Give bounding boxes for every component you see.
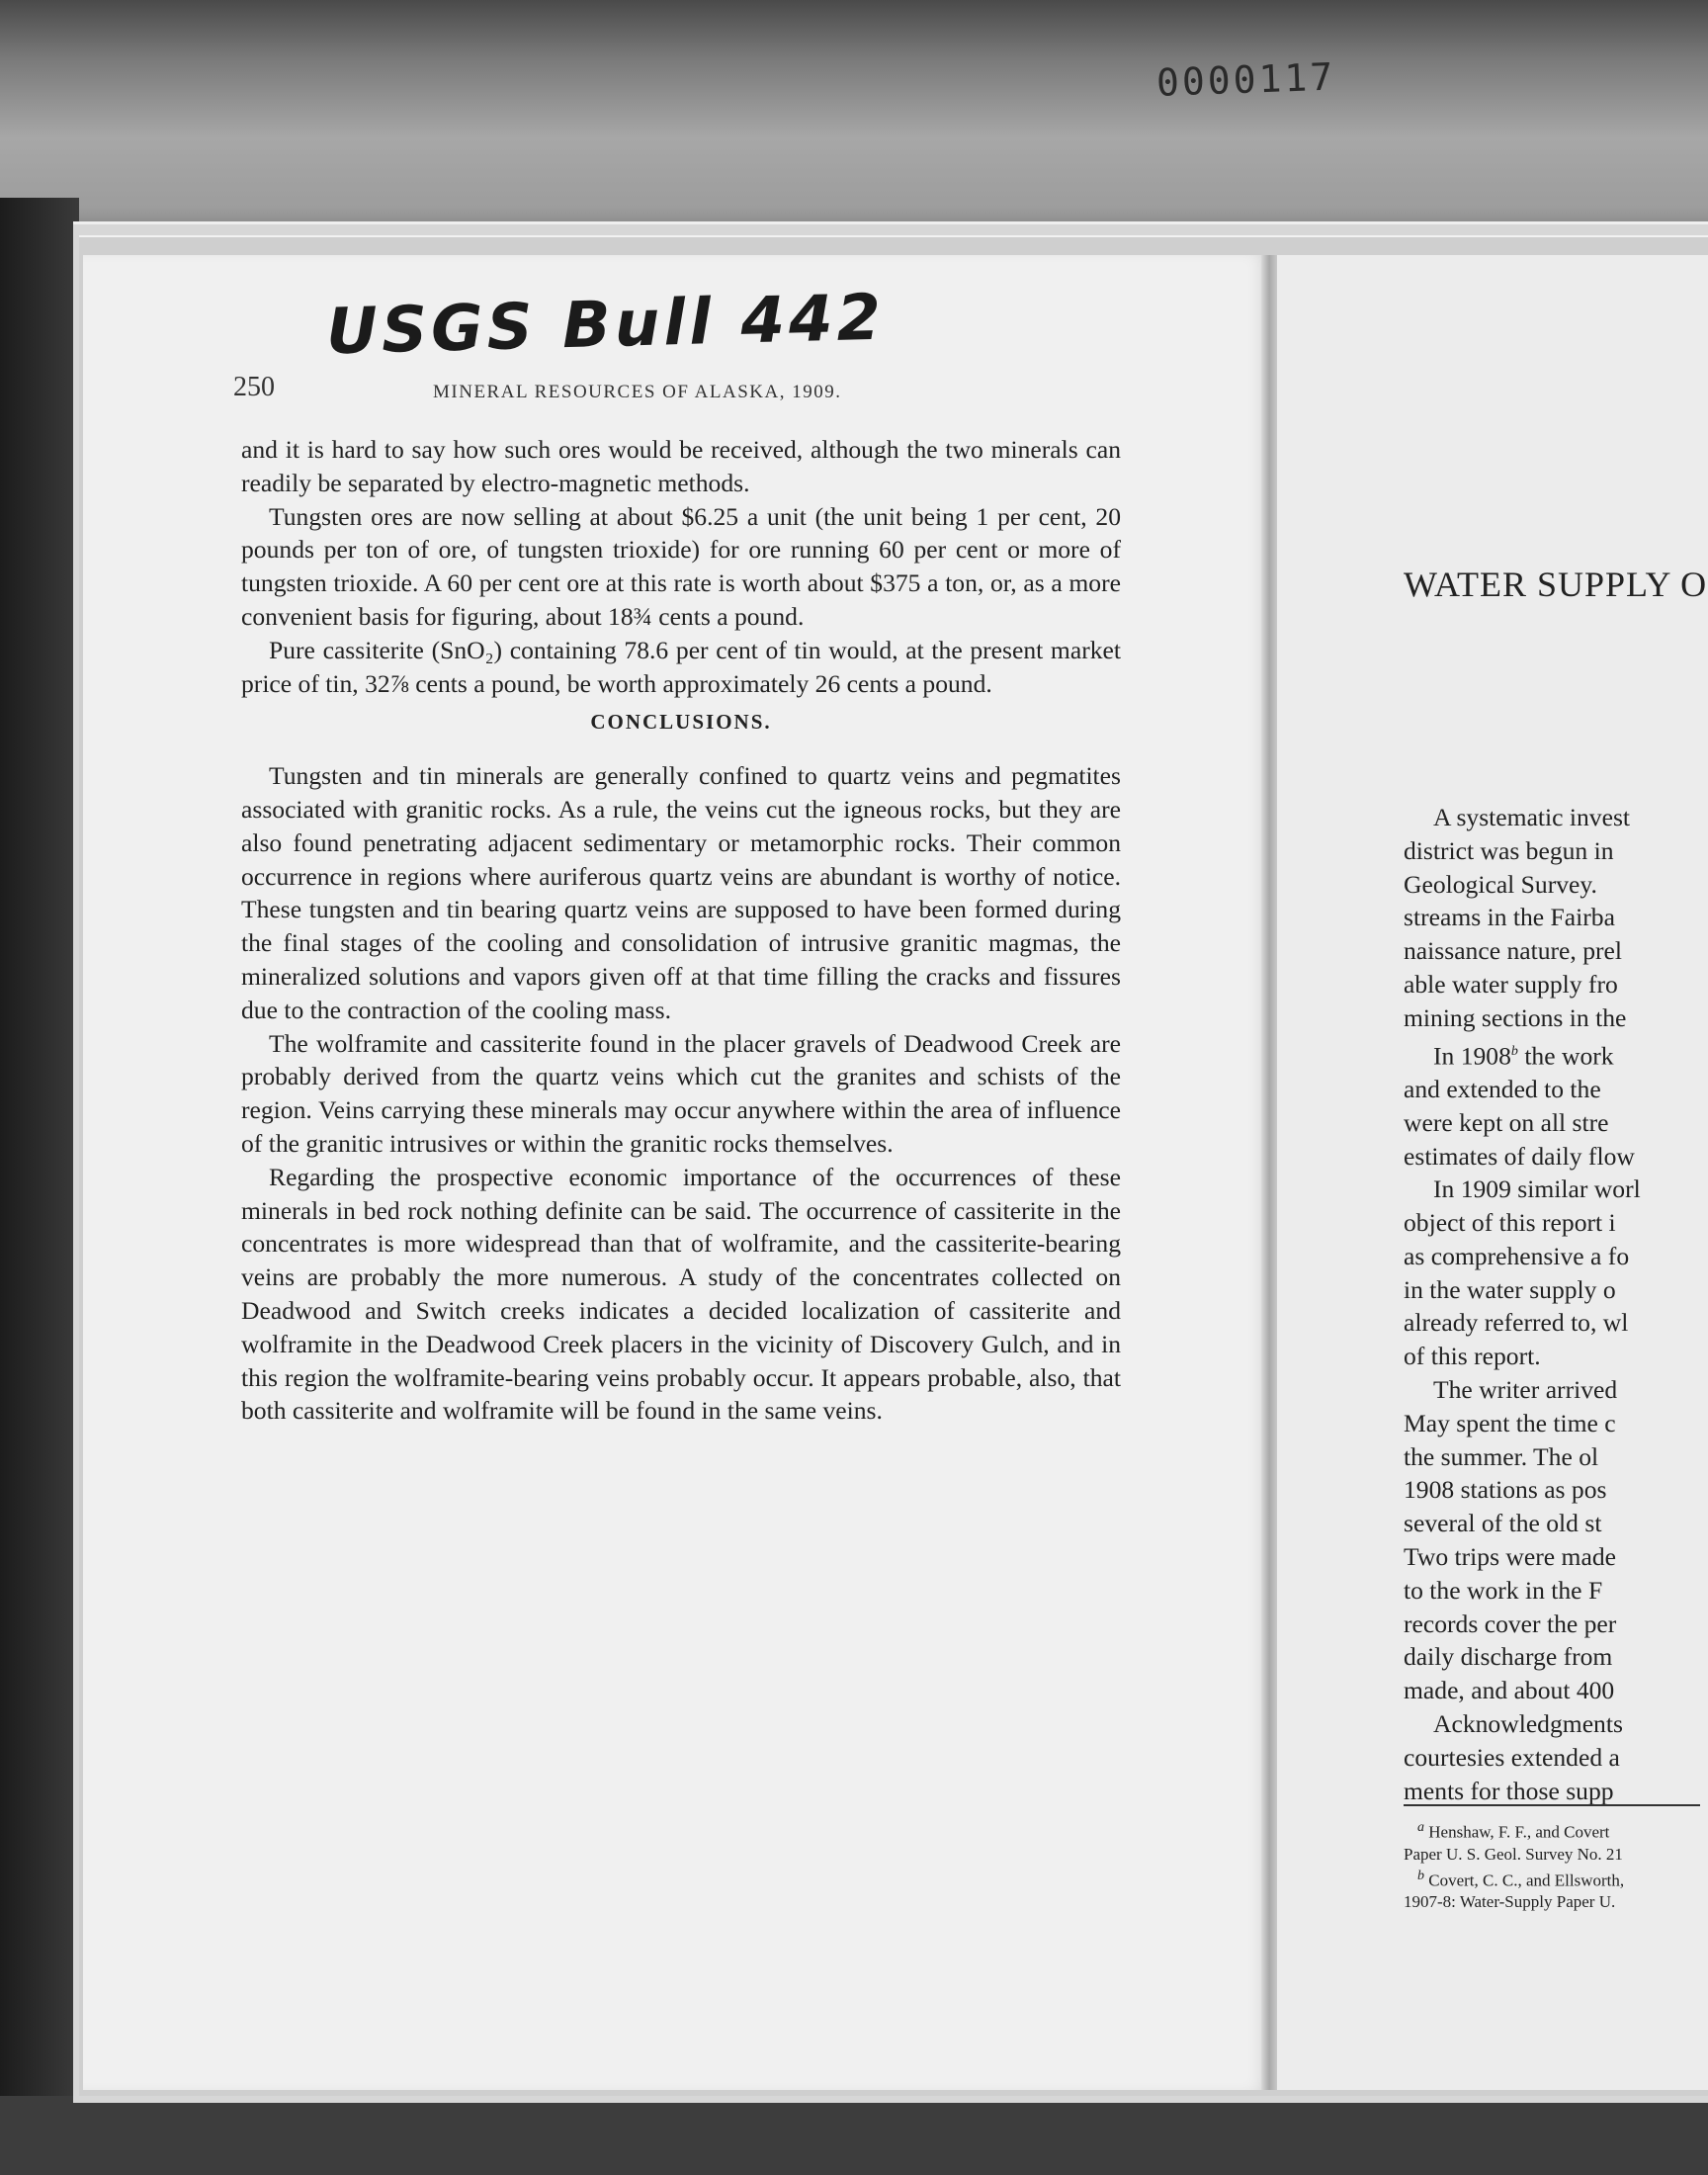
text-line: May spent the time c <box>1404 1408 1616 1437</box>
text-line: Two trips were made <box>1404 1542 1616 1572</box>
footnote-marker: b <box>1510 1043 1518 1059</box>
text-line: courtesies extended a <box>1404 1742 1620 1772</box>
left-text-column <box>241 433 1121 1428</box>
footnotes <box>1404 1817 1708 1913</box>
footnote: 1907-8: Water-Supply Paper U. <box>1404 1892 1616 1912</box>
paragraph: and it is hard to say how such ores would be received, although the two minerals can readily be separated by electro-magnetic methods. <box>241 435 1121 497</box>
text-line: of this report. <box>1404 1342 1541 1371</box>
text-line: mining sections in the <box>1404 1002 1627 1032</box>
text-fragment: the work <box>1524 1041 1614 1071</box>
page-number: 250 <box>233 372 275 402</box>
right-page-heading: WATER SUPPLY O <box>1404 565 1708 604</box>
text-line: estimates of daily flow <box>1404 1141 1635 1171</box>
text-line: In 1909 similar worl <box>1433 1174 1641 1204</box>
paragraph: The wolframite and cassiterite found in the placer gravels of Deadwood Creek are probably derived from the quartz veins which cut the granites and schists of the region. Veins carrying these minerals may occur anywhere within the area of influence of the granitic intrusives or within the granitic rocks themselves. <box>241 1028 1121 1158</box>
text-line: naissance nature, prel <box>1404 936 1622 966</box>
text-line: as comprehensive a fo <box>1404 1241 1630 1270</box>
paragraph: Regarding the prospective economic importance of the occurrences of these minerals in bed rock nothing definite can be said. The occurrence of cassiterite in the concentrates is more widespread than that of wolframite, and the cassiterite-bearing veins are probably the more numerous. A study of the concentrates collected on Deadwood and Switch creeks indicates a decided localization of cassiterite and wolframite in the Deadwood Creek placers in the vicinity of Discovery Gulch, and in this region the wolframite-bearing veins probably occur. It appears probable, also, that both cassiterite and wolframite will be found in the same veins. <box>241 1162 1121 1426</box>
running-head-title: MINERAL RESOURCES OF ALASKA, 1909. <box>433 382 842 402</box>
text-line: A systematic invest <box>1433 803 1631 831</box>
right-page-body <box>1404 801 1708 1807</box>
text-line: records cover the per <box>1404 1609 1617 1638</box>
footnote-rule <box>1404 1804 1700 1806</box>
text-line: Acknowledgments <box>1433 1709 1623 1739</box>
text-line: daily discharge from <box>1404 1642 1613 1672</box>
text-fragment: In 1908 <box>1433 1041 1511 1071</box>
text-line: streams in the Fairba <box>1404 903 1615 932</box>
footnote <box>1404 1817 1708 1844</box>
text-line: district was begun in <box>1404 835 1614 865</box>
footnote-marker: b <box>1417 1868 1424 1883</box>
footnote-marker: a <box>1417 1820 1424 1835</box>
text-line: The writer arrived <box>1433 1375 1618 1405</box>
footnote-text: Covert, C. C., and Ellsworth, <box>1428 1870 1625 1890</box>
text-line: 1908 stations as pos <box>1404 1475 1607 1505</box>
section-heading: CONCLUSIONS. <box>590 710 772 735</box>
text-line: already referred to, wl <box>1404 1308 1629 1338</box>
text-line: in the water supply o <box>1404 1274 1616 1304</box>
text-line: made, and about 400 <box>1404 1676 1615 1705</box>
footnote: Paper U. S. Geol. Survey No. 21 <box>1404 1844 1623 1864</box>
text-line: the summer. The ol <box>1404 1441 1599 1471</box>
text-line: several of the old st <box>1404 1509 1602 1538</box>
text-line: and extended to the <box>1404 1074 1601 1103</box>
scanner-shadow-left <box>0 198 79 2175</box>
footnote <box>1404 1866 1708 1892</box>
accession-number: 0000117 <box>1155 54 1336 105</box>
text-line: object of this report i <box>1404 1208 1616 1238</box>
paragraph: Tungsten and tin minerals are generally confined to quartz veins and pegmatites associated with granitic rocks. As a rule, the veins cut the igneous rocks, but they are also found penetrating adjacent sedimentary or metamorphic rocks. Their common occurrence in regions where auriferous quartz veins are abundant is worthy of notice. These tungsten and tin bearing quartz veins are supposed to have been formed during the final stages of the cooling and consolidation of intrusive granitic magmas, the mineralized solutions and vapors given off at that time filling the cracks and fissures due to the contraction of the cooling mass. <box>241 761 1121 1024</box>
scanner-shadow-bottom <box>0 2096 1708 2175</box>
text-line: able water supply fro <box>1404 969 1618 999</box>
handwritten-note: USGS Bull 442 <box>325 281 886 370</box>
paragraph: Tungsten ores are now selling at about $6.25 a unit (the unit being 1 per cent, 20 pounds per ton of ore, of tungsten trioxide) for ore running 60 per cent or more of tungsten trioxide. A 60 per cent ore at this rate is worth about $375 a ton, or, as a more convenient basis for figuring, about 18¾ cents a pound. <box>241 501 1121 631</box>
text-line: Geological Survey. <box>1404 869 1597 899</box>
text-line: ments for those supp <box>1404 1776 1614 1805</box>
text-line: to the work in the F <box>1404 1575 1603 1605</box>
paragraph: Pure cassiterite (SnO₂) containing 78.6 per cent of tin would, at the present market price of tin, 32⅞ cents a pound, be worth approximately 26 cents a pound. <box>241 635 1121 698</box>
text-line <box>1404 1035 1708 1073</box>
footnote-text: Henshaw, F. F., and Covert <box>1428 1822 1610 1842</box>
text-line: were kept on all stre <box>1404 1107 1609 1137</box>
